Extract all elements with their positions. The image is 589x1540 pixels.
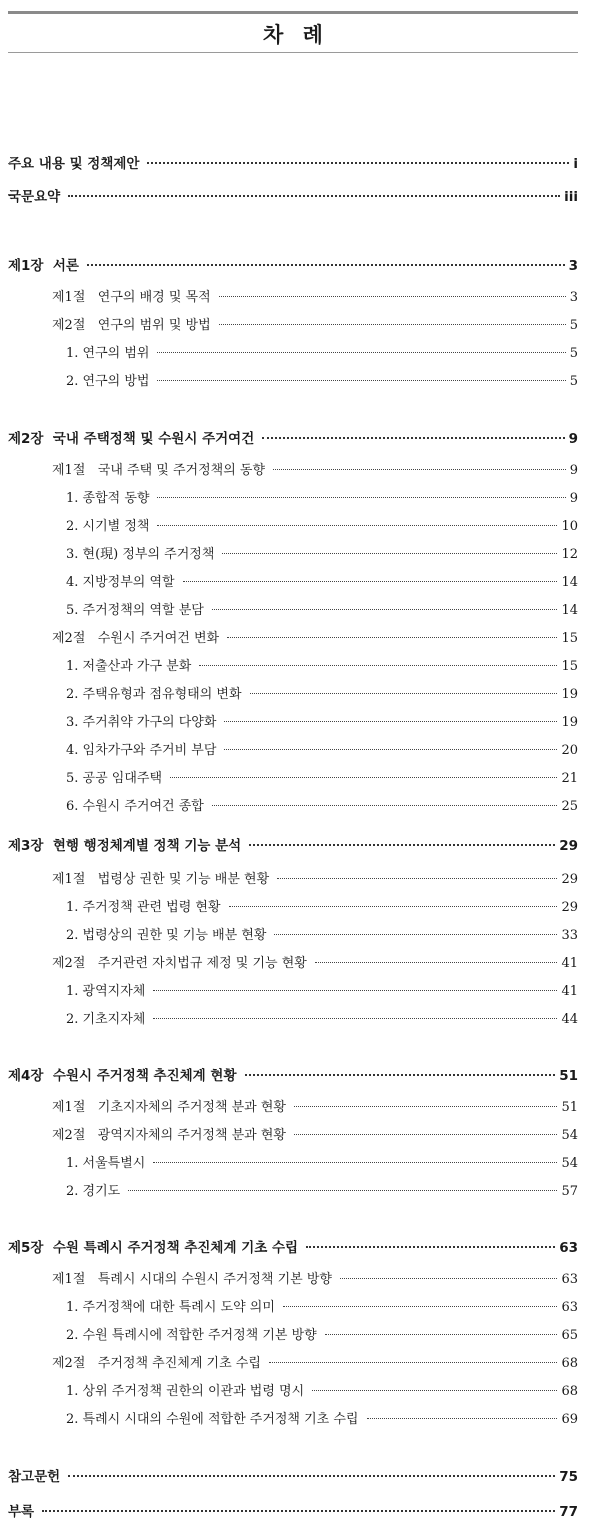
toc-entry-title: 제2절 수원시 주거여건 변화 xyxy=(52,631,220,646)
top-rule xyxy=(8,11,578,14)
dot-leader xyxy=(87,264,565,266)
toc-entry-page: 51 xyxy=(561,1100,578,1115)
toc-entry-page: 14 xyxy=(561,575,578,590)
dot-leader xyxy=(212,805,558,806)
toc-entry-page: 3 xyxy=(568,258,578,274)
dot-leader xyxy=(219,324,566,325)
dot-leader xyxy=(262,437,564,439)
toc-entry[interactable] xyxy=(8,834,578,856)
dot-leader xyxy=(367,1418,558,1419)
toc-entry-page: 12 xyxy=(561,547,578,562)
toc-entry-page: 14 xyxy=(561,603,578,618)
dot-leader xyxy=(153,990,557,991)
toc-entry-page: 5 xyxy=(569,374,578,389)
toc-entry[interactable] xyxy=(52,1352,578,1374)
toc-entry[interactable] xyxy=(8,185,578,207)
toc-entry-title: 3. 주거취약 가구의 다양화 xyxy=(66,715,217,730)
toc-entry-page: 68 xyxy=(561,1384,578,1399)
toc-entry[interactable] xyxy=(66,571,578,593)
toc-entry[interactable] xyxy=(8,427,578,449)
toc-entry[interactable] xyxy=(66,980,578,1002)
toc-entry-title: 참고문헌 xyxy=(8,1469,61,1485)
toc-entry-title: 2. 경기도 xyxy=(66,1184,121,1199)
dot-leader xyxy=(245,1074,556,1076)
toc-entry[interactable] xyxy=(66,924,578,946)
toc-entry-page: 20 xyxy=(561,743,578,758)
toc-entry[interactable] xyxy=(66,795,578,817)
dot-leader xyxy=(273,469,566,470)
toc-entry-page: 63 xyxy=(559,1240,578,1256)
toc-entry-title: 3. 현(現) 정부의 주거정책 xyxy=(66,547,215,562)
dot-leader xyxy=(325,1334,558,1335)
toc-entry-title: 1. 광역지자체 xyxy=(66,984,146,999)
dot-leader xyxy=(157,352,565,353)
dot-leader xyxy=(227,637,557,638)
toc-entry-title: 2. 법령상의 권한 및 기능 배분 현황 xyxy=(66,928,267,943)
toc-entry-title: 6. 수원시 주거여건 종합 xyxy=(66,799,204,814)
toc-entry-title: 제2절 광역지자체의 주거정책 분과 현황 xyxy=(52,1128,286,1143)
toc-entry-title: 1. 종합적 동향 xyxy=(66,491,150,506)
toc-entry[interactable] xyxy=(66,370,578,392)
toc-entry[interactable] xyxy=(66,1380,578,1402)
dot-leader xyxy=(250,693,558,694)
toc-entry[interactable] xyxy=(66,1296,578,1318)
toc-entry-page: 15 xyxy=(561,659,578,674)
dot-leader xyxy=(42,1510,555,1512)
dot-leader xyxy=(128,1190,557,1191)
toc-entry[interactable] xyxy=(66,767,578,789)
toc-entry[interactable] xyxy=(8,254,578,276)
toc-entry-title: 제4장 수원시 주거정책 추진체계 현황 xyxy=(8,1068,237,1084)
toc-entry-title: 1. 서울특별시 xyxy=(66,1156,146,1171)
toc-entry-title: 5. 주거정책의 역할 분담 xyxy=(66,603,204,618)
toc-entry-title: 2. 특례시 시대의 수원에 적합한 주거정책 기초 수립 xyxy=(66,1412,359,1427)
dot-leader xyxy=(294,1134,557,1135)
toc-entry[interactable] xyxy=(66,711,578,733)
dot-leader xyxy=(222,553,557,554)
dot-leader xyxy=(294,1106,557,1107)
toc-entry-page: 51 xyxy=(559,1068,578,1084)
toc-entry-title: 2. 주택유형과 점유형태의 변화 xyxy=(66,687,242,702)
toc-entry-title: 제1절 기초지자체의 주거정책 분과 현황 xyxy=(52,1100,286,1115)
dot-leader xyxy=(147,162,569,164)
dot-leader xyxy=(224,721,557,722)
toc-entry-page: 75 xyxy=(559,1469,578,1485)
title-underline xyxy=(8,52,578,53)
toc-entry[interactable] xyxy=(8,1236,578,1258)
toc-entry-page: 19 xyxy=(561,687,578,702)
dot-leader xyxy=(224,749,557,750)
toc-entry-title: 1. 주거정책에 대한 특례시 도약 의미 xyxy=(66,1300,275,1315)
dot-leader xyxy=(274,934,557,935)
dot-leader xyxy=(157,525,557,526)
dot-leader xyxy=(312,1390,557,1391)
dot-leader xyxy=(283,1306,558,1307)
toc-entry[interactable] xyxy=(8,1064,578,1086)
toc-entry[interactable] xyxy=(52,314,578,336)
toc-entry[interactable] xyxy=(66,1324,578,1346)
toc-entry[interactable] xyxy=(66,515,578,537)
dot-leader xyxy=(153,1162,557,1163)
toc-entry-page: 5 xyxy=(569,346,578,361)
toc-entry-title: 제2장 국내 주택정책 및 수원시 주거여건 xyxy=(8,431,255,447)
toc-entry[interactable] xyxy=(52,459,578,481)
toc-entry[interactable] xyxy=(66,896,578,918)
toc-entry[interactable] xyxy=(8,152,578,174)
toc-entry-page: 33 xyxy=(561,928,578,943)
toc-entry[interactable] xyxy=(52,1096,578,1118)
toc-entry-page: iii xyxy=(564,189,578,205)
dot-leader xyxy=(269,1362,558,1363)
toc-entry[interactable] xyxy=(52,868,578,890)
toc-entry-title: 제3장 현행 행정체계별 정책 기능 분석 xyxy=(8,838,242,854)
toc-entry[interactable] xyxy=(52,1268,578,1290)
toc-entry-title: 국문요약 xyxy=(8,189,61,205)
toc-entry-page: 44 xyxy=(561,1012,578,1027)
toc-entry-title: 제5장 수원 특례시 주거정책 추진체계 기초 수립 xyxy=(8,1240,299,1256)
toc-entry-page: 41 xyxy=(561,984,578,999)
toc-entry[interactable] xyxy=(52,1124,578,1146)
dot-leader xyxy=(199,665,557,666)
toc-entry-page: 29 xyxy=(561,872,578,887)
toc-entry[interactable] xyxy=(66,1152,578,1174)
toc-entry[interactable] xyxy=(66,739,578,761)
toc-entry-title: 제2절 주거관련 자치법규 제정 및 기능 현황 xyxy=(52,956,307,971)
toc-entry-page: 15 xyxy=(561,631,578,646)
toc-entry-page: 29 xyxy=(561,900,578,915)
dot-leader xyxy=(153,1018,557,1019)
dot-leader xyxy=(170,777,557,778)
toc-entry-title: 1. 상위 주거정책 권한의 이관과 법령 명시 xyxy=(66,1384,305,1399)
dot-leader xyxy=(68,195,560,197)
toc-entry-page: 5 xyxy=(569,318,578,333)
toc-entry-title: 제1절 연구의 배경 및 목적 xyxy=(52,290,211,305)
dot-leader xyxy=(315,962,558,963)
toc-entry-page: 54 xyxy=(561,1128,578,1143)
toc-entry[interactable] xyxy=(66,1008,578,1030)
toc-entry-title: 4. 임차가구와 주거비 부담 xyxy=(66,743,217,758)
toc-entry-title: 2. 수원 특례시에 적합한 주거정책 기본 방향 xyxy=(66,1328,317,1343)
toc-entry-title: 부록 xyxy=(8,1504,35,1520)
toc-entry[interactable] xyxy=(66,1180,578,1202)
toc-entry-title: 2. 시기별 정책 xyxy=(66,519,150,534)
toc-entry-title: 주요 내용 및 정책제안 xyxy=(8,156,140,172)
page-title: 차 례 xyxy=(263,23,326,47)
toc-entry-page: 25 xyxy=(561,799,578,814)
toc-entry[interactable] xyxy=(52,286,578,308)
toc-entry-title: 1. 연구의 범위 xyxy=(66,346,150,361)
toc-entry-page: 54 xyxy=(561,1156,578,1171)
toc-entry-page: 9 xyxy=(569,491,578,506)
dot-leader xyxy=(229,906,558,907)
toc-entry-page: 9 xyxy=(569,463,578,478)
toc-entry-title: 2. 기초지자체 xyxy=(66,1012,146,1027)
toc-entry-page: 65 xyxy=(561,1328,578,1343)
toc-entry-title: 제1절 국내 주택 및 주거정책의 동향 xyxy=(52,463,266,478)
toc-entry-page: 63 xyxy=(561,1300,578,1315)
toc-entry-page: 10 xyxy=(561,519,578,534)
toc-entry-title: 1. 저출산과 가구 분화 xyxy=(66,659,192,674)
toc-entry-page: 29 xyxy=(559,838,578,854)
toc-entry-page: 63 xyxy=(561,1272,578,1287)
toc-entry[interactable] xyxy=(8,1465,578,1487)
dot-leader xyxy=(249,844,555,846)
dot-leader xyxy=(157,380,565,381)
toc-entry[interactable] xyxy=(66,342,578,364)
toc-entry-title: 4. 지방정부의 역할 xyxy=(66,575,175,590)
toc-entry-page: 69 xyxy=(561,1412,578,1427)
dot-leader xyxy=(183,581,558,582)
toc-entry[interactable] xyxy=(8,1500,578,1522)
dot-leader xyxy=(68,1475,555,1477)
toc-entry-page: 3 xyxy=(569,290,578,305)
toc-entry-title: 1. 주거정책 관련 법령 현황 xyxy=(66,900,221,915)
toc-entry[interactable] xyxy=(66,543,578,565)
dot-leader xyxy=(212,609,558,610)
dot-leader xyxy=(306,1246,555,1248)
toc-entry-page: 9 xyxy=(568,431,578,447)
toc-entry[interactable] xyxy=(52,627,578,649)
toc-entry-title: 제2절 주거정책 추진체계 기초 수립 xyxy=(52,1356,261,1371)
toc-entry[interactable] xyxy=(66,683,578,705)
toc-entry-title: 제1절 법령상 권한 및 기능 배분 현황 xyxy=(52,872,270,887)
toc-entry-title: 제1장 서론 xyxy=(8,258,79,274)
toc-entry[interactable] xyxy=(52,952,578,974)
toc-entry-page: 68 xyxy=(561,1356,578,1371)
toc-entry-page: 77 xyxy=(559,1504,578,1520)
dot-leader xyxy=(219,296,566,297)
toc-entry-page: 41 xyxy=(561,956,578,971)
toc-entry-page: i xyxy=(573,156,578,172)
toc-entry-title: 5. 공공 임대주택 xyxy=(66,771,163,786)
toc-entry[interactable] xyxy=(66,487,578,509)
dot-leader xyxy=(340,1278,558,1279)
dot-leader xyxy=(157,497,565,498)
toc-entry-page: 19 xyxy=(561,715,578,730)
toc-entry-title: 제1절 특례시 시대의 수원시 주거정책 기본 방향 xyxy=(52,1272,332,1287)
toc-entry-page: 21 xyxy=(561,771,578,786)
dot-leader xyxy=(277,878,557,879)
toc-entry-page: 57 xyxy=(561,1184,578,1199)
toc-entry-title: 2. 연구의 방법 xyxy=(66,374,150,389)
toc-entry[interactable] xyxy=(66,1408,578,1430)
toc-entry[interactable] xyxy=(66,655,578,677)
toc-entry-title: 제2절 연구의 범위 및 방법 xyxy=(52,318,211,333)
toc-entry[interactable] xyxy=(66,599,578,621)
